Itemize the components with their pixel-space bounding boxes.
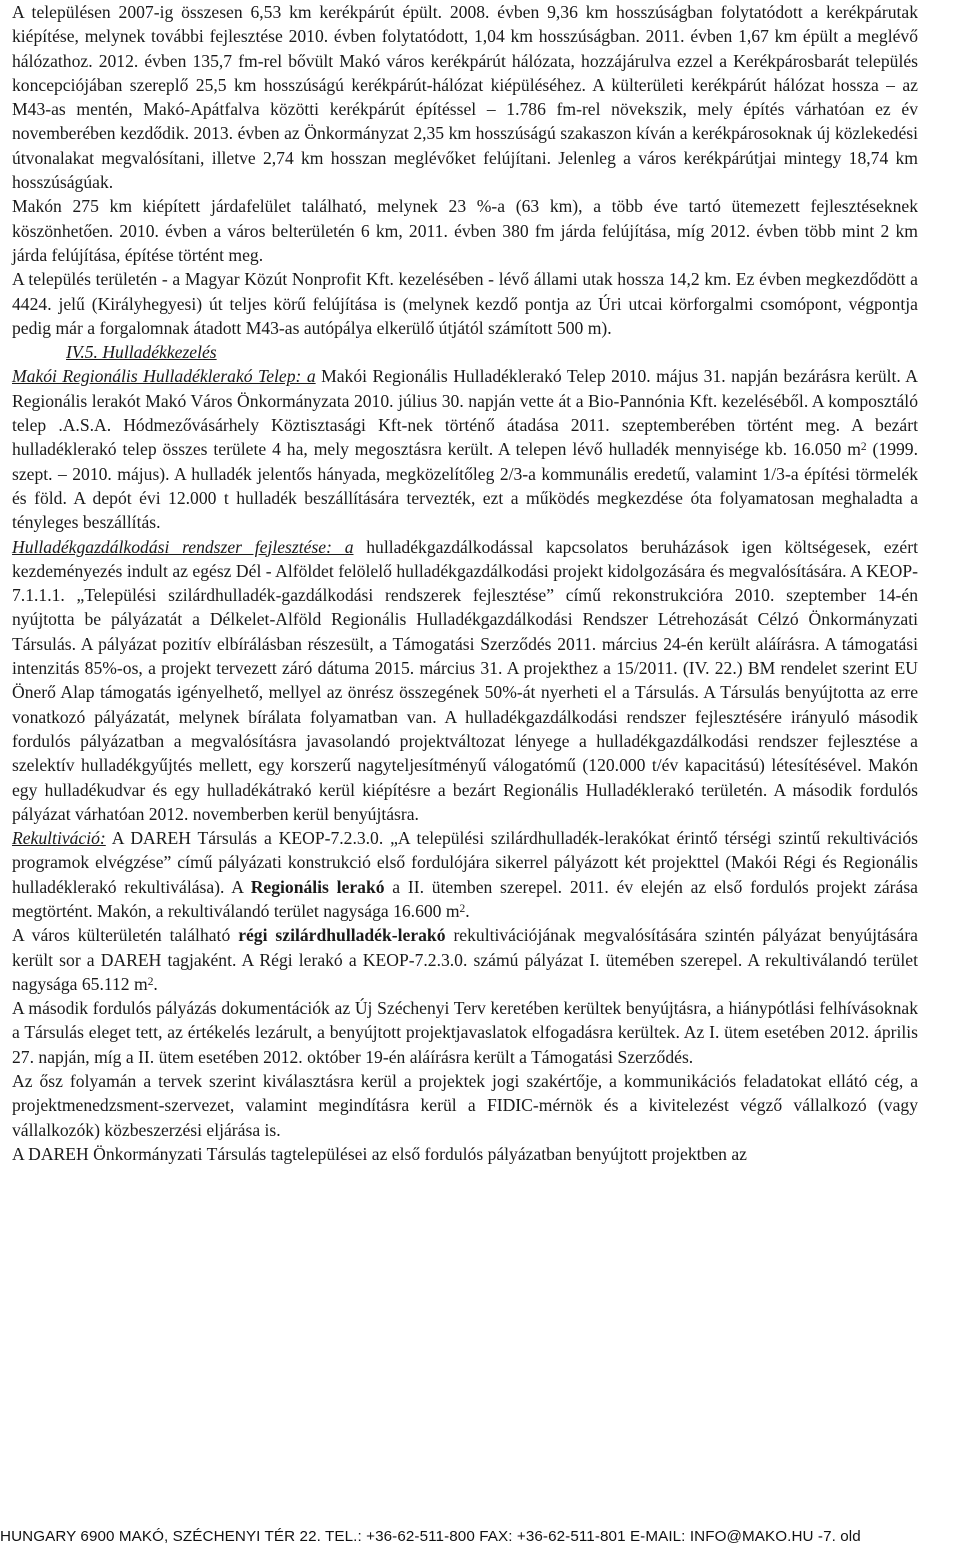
old-landfill-sup: 2 [147, 975, 154, 988]
landfill-label: Makói Regionális Hulladéklerakó Telep: a [12, 366, 316, 387]
landfill-text: Makói Regionális Hulladéklerakó Telep 2010. május 31. napján bezárásra került. A Regionális lerakót Makó Város Önkormányzata 2010. július 30. napján vette át a Bio-Pannónia Kft. kezeléséből. A komposztáló telep .A.S.A. Hódmezővásárhely Köztisztasági Kft-nek történő átadása 2011. szeptemberében történt meg. A bezárt hulladéklerakó telep összes területe 4 ha, mely megosztásra került. A telepen lévő hulladék mennyisége kb. 16.050 m [12, 366, 918, 460]
recultivation-end: . [465, 900, 470, 921]
paragraph-landfill [12, 364, 918, 534]
page-footer: HUNGARY 6900 MAKÓ, SZÉCHENYI TÉR 22. TEL.: +36-62-511-800 FAX: +36-62-511-801 E-MAIL: INFO@MAKO.HU -7. old [0, 1528, 861, 1545]
paragraph-dareh-members: A DAREH Önkormányzati Társulás tagtelepülései az első fordulós pályázatban benyújtott projektben az [12, 1143, 747, 1164]
section-heading-text: IV.5. Hulladékkezelés [66, 342, 217, 363]
section-heading [66, 340, 918, 364]
landfill-text-2: (1999. szept. – 2010. május). A hulladék jelentős hányada, megközelítőleg 2/3-a kommunális eredetű, valamint 1/3-a építési törmelék és föld. A depót évi 12.000 t hulladék beszállítására tervezték, ezt a működés megkezdése óta folyamatosan meghaladta a tényleges beszállítás. [12, 439, 918, 533]
old-landfill-end: . [153, 973, 158, 994]
recultivation-text-2: a II. ütemben szerepel. 2011. év elején az első fordulós projekt zárása megtörtént. Makón, a rekultiválandó terület nagysága 16.600 m [12, 876, 918, 921]
paragraph-sidewalks: Makón 275 km kiépített járdafelület található, melynek 23 %-a (63 km), a több éve tartó ütemezett fejlesztéseknek köszönhetően. 2010. évben a város belterületén 6 km, 2011. évben 380 fm járda felújítása, míg 2012. évben több mint 2 km járda felújítása, építése történt meg. [12, 196, 918, 265]
recultivation-label: Rekultiváció: [12, 828, 106, 849]
recultivation-text: A DAREH Társulás a KEOP-7.2.3.0. „A települési szilárdhulladék-lerakókat érintő térségi szintű rekultivációs programok elvégzése” című pályázati konstrukció első fordulójára sikerrel pályázott két projekttel (Makói Régi és Regionális hulladéklerakó rekultiválása). A [12, 828, 918, 897]
paragraph-autumn-plans: Az ősz folyamán a tervek szerint kiválasztásra kerül a projektek jogi szakértője, a kommunikációs feladatokat ellátó cég, a projektmenedzsment-szervezet, valamint megindításra kerül a FIDIC-mérnök és a kivitelezést végző vállalkozó (vagy vállalkozók) közbeszerzési eljárása is. [12, 1071, 918, 1140]
paragraph-second-round: A második fordulós pályázás dokumentációk az Új Széchenyi Terv keretében kerültek benyújtásra, a hiánypótlási felhívásoknak a Társulás eleget tett, az értékelés lezárult, a benyújtott projektjavaslatok elfogadásra kerültek. Az I. ütem esetében 2012. április 27. napján, míg a II. ütem esetében 2012. október 19-én aláírásra került a Támogatási Szerződés. [12, 998, 918, 1067]
old-landfill-text: A város külterületén található [12, 925, 239, 946]
paragraph-cycle-paths: A településen 2007-ig összesen 6,53 km kerékpárút épült. 2008. évben 9,36 km hosszúságban folytatódott a kerékpárutak kiépítése, melynek további fejlesztése 2010. évben folytatódott, 1,04 km hosszúságban. 2011. évben 1,67 km épült a meglévő hálózathoz. 2012. évben 135,7 fm-rel bővült Makó város kerékpárút hálózata, hozzájárulva ezzel a Kerékpárosbarát település koncepciójában szereplő 25,5 km hosszúságú kerékpárút-hálózat kiépüléséhez. A külterületi kerékpárút hálózat hossza – az M43-as mentén, Makó-Apátfalva közötti kerékpárút építéssel – 1.786 fm-rel növekszik, mely építés várhatóan ez év novemberében kezdődik. 2013. évben az Önkormányzat 2,35 km hosszúságú szakaszon kíván a kerékpárosoknak új közlekedési útvonalakat megvalósítani, illetve 2,74 km hosszan meglévőket felújítani. Jelenleg a város kerékpárútjai mintegy 18,74 km hosszúságúak. [12, 2, 918, 193]
landfill-sup: 2 [860, 441, 867, 454]
recultivation-bold: Regionális lerakó [250, 876, 385, 897]
waste-system-label: Hulladékgazdálkodási rendszer fejlesztése: a [12, 536, 354, 557]
paragraph-state-roads: A település területén - a Magyar Közút Nonprofit Kft. kezelésében - lévő állami utak hossza 14,2 km. Ez évben megkezdődött a 4424. jelű (Királyhegyesi) út teljes körű felújítása is (melynek kezdő pontja az Úri utcai körforgalmi csomópont, végpontja pedig már a forgalomnak átadott M43-as autópálya elkerülő útjától számított 500 m). [12, 269, 918, 338]
document-page [12, 0, 918, 1166]
waste-system-text: hulladékgazdálkodással kapcsolatos beruházások igen költségesek, ezért kezdeményezés indult az egész Dél - Alföldet felölelő hulladékgazdálkodási projekt kidolgozására és megvalósítására. A KEOP-7.1.1.1. „Települési szilárdhulladék-gazdálkodási rendszerek fejlesztése” című rekonstrukcióra 2010. szeptember 14-én nyújtotta be pályázatát a Délkelet-Alföld Regionális Hulladékgazdálkodási Rendszer Létrehozását Célzó Önkormányzati Társulás. A pályázat pozitív elbírálásban részesült, a Támogatási Szerződés 2011. március 24-én került aláírásra. A támogatási intenzitás 85%-os, a projekt tervezett záró dátuma 2015. március 31. A projekthez a 15/2011. (IV. 22.) BM rendelet szerint EU Önerő Alap támogatás igényelhető, mellyel az önrész összegének 50%-át nyerheti el a Társulás. A Társulás benyújtotta az erre vonatkozó pályázatát, melynek bírálata folyamatban van. A hulladékgazdálkodási rendszer fejlesztésére irányuló második fordulós pályázatban a megvalósításra javasolandó projektváltozat lényege a hulladékgazdálkodási rendszer fejlesztése a szelektív hulladékgyűjtés mellett, egy korszerű nagyteljesítményű válogatómű (120.000 t/év kapacitású) létesítésével. Makón egy hulladékudvar és egy hulladékátrakó kerül kiépítésre a bezárt Regionális Hulladéklerakó területén. A második fordulós pályázat várhatóan 2012. novemberben kerül benyújtásra. [12, 536, 918, 824]
paragraph-recultivation [12, 826, 918, 923]
old-landfill-text-2: rekultivációjának megvalósítására szintén pályázat benyújtására került sor a DAREH tagjaként. A Régi lerakó a KEOP-7.2.3.0. számú pályázat I. ütemében szerepel. A rekultiválandó terület nagysága 65.112 m [12, 925, 918, 994]
old-landfill-bold: régi szilárdhulladék-lerakó [238, 925, 446, 946]
recultivation-sup: 2 [459, 902, 466, 915]
paragraph-old-landfill [12, 923, 918, 996]
paragraph-waste-system [12, 535, 918, 827]
